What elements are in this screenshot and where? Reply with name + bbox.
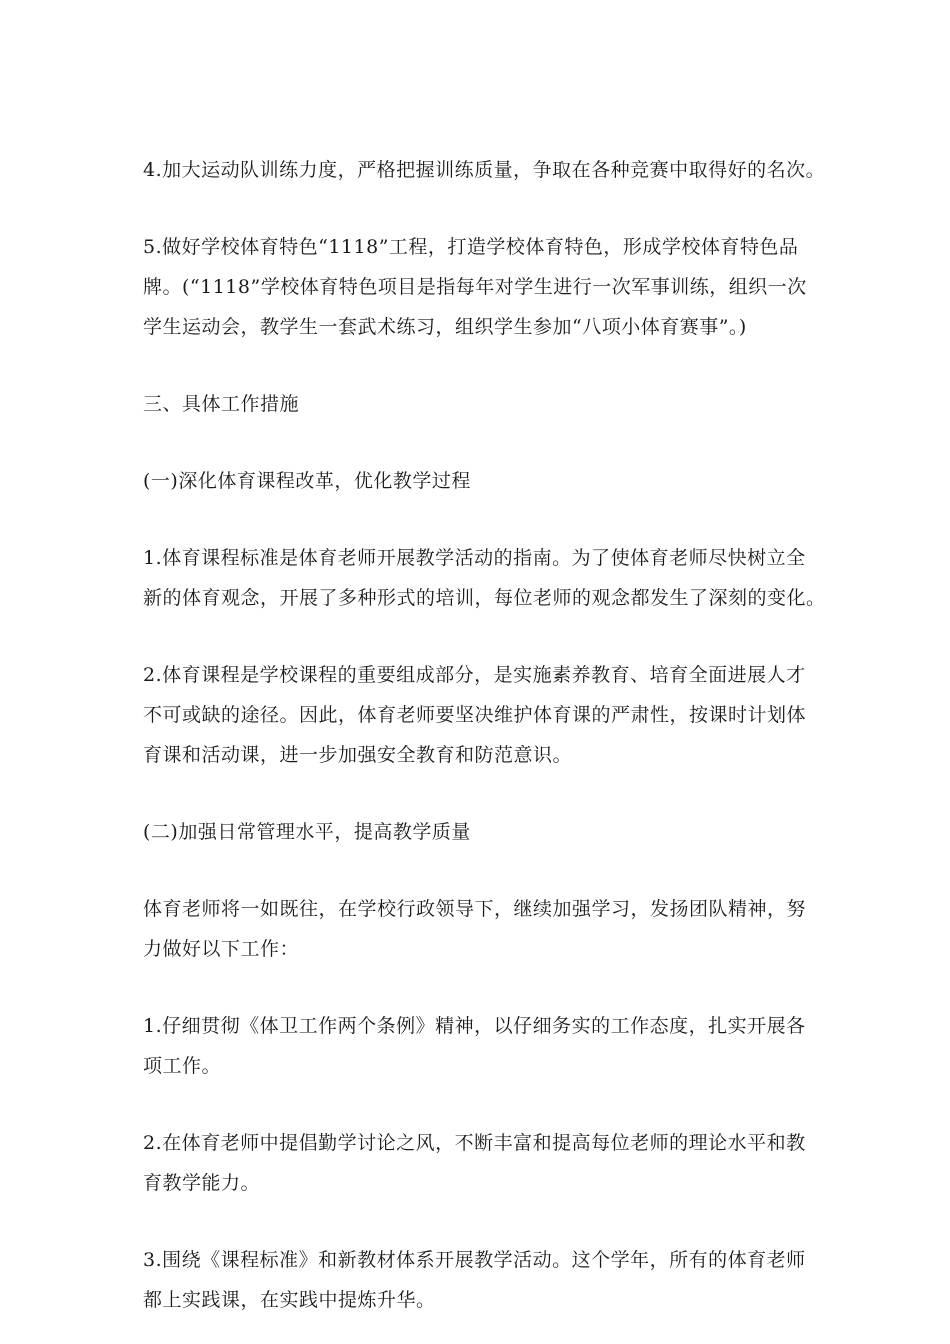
text-line: 力做好以下工作： [143, 938, 300, 960]
paragraph-measure-2-1 [143, 1006, 811, 1086]
text-line: 都上实践课，在实践中提炼升华。 [143, 1289, 436, 1311]
paragraph-goal-4 [143, 150, 826, 190]
text-line: 育教学能力。 [143, 1172, 261, 1194]
text-line: 体育老师将一如既往，在学校行政领导下，继续加强学习，发扬团队精神，努 [143, 898, 807, 920]
text-line: 2.在体育老师中提倡勤学讨论之风，不断丰富和提高每位老师的理论水平和教 [143, 1132, 806, 1154]
section-heading [143, 384, 811, 424]
text-line: 3.围绕《课程标准》和新教材体系开展教学活动。这个学年，所有的体育老师 [143, 1249, 806, 1271]
text-line: (一)深化体育课程改革，优化教学过程 [143, 470, 471, 492]
subsection-heading-1 [143, 461, 811, 501]
text-line: 2.体育课程是学校课程的重要组成部分，是实施素养教育、培育全面进展人才 [143, 664, 806, 686]
text-line: 学生运动会，教学生一套武术练习，组织学生参加“八项小体育赛事”。) [143, 316, 747, 338]
text-line: 不可或缺的途径。因此，体育老师要坚决维护体育课的严肃性，按课时计划体 [143, 704, 807, 726]
text-line: 1.体育课程标准是体育老师开展教学活动的指南。为了使体育老师尽快树立全 [143, 547, 806, 569]
text-line: 项工作。 [143, 1055, 222, 1077]
text-line: 育课和活动课，进一步加强安全教育和防范意识。 [143, 744, 573, 766]
text-line: (二)加强日常管理水平，提高教学质量 [143, 821, 471, 843]
paragraph-measure-2-2 [143, 1123, 811, 1203]
text-line: 5.做好学校体育特色“1118”工程，打造学校体育特色，形成学校体育特色品 [143, 236, 799, 258]
text-line: 新的体育观念，开展了多种形式的培训，每位老师的观念都发生了深刻的变化。 [143, 587, 826, 609]
text-line: 牌。(“1118”学校体育特色项目是指每年对学生进行一次军事训练，组织一次 [143, 276, 807, 298]
paragraph-goal-5 [143, 227, 811, 347]
document-page [143, 150, 826, 1320]
text-line: 4.加大运动队训练力度，严格把握训练质量，争取在各种竞赛中取得好的名次。 [143, 159, 826, 181]
paragraph-measure-1-1 [143, 538, 826, 618]
text-line: 1.仔细贯彻《体卫工作两个条例》精神，以仔细务实的工作态度，扎实开展各 [143, 1015, 806, 1037]
paragraph-measure-1-2 [143, 655, 811, 775]
paragraph-measure-2-3 [143, 1240, 811, 1320]
paragraph-intro-2 [143, 889, 811, 969]
subsection-heading-2 [143, 812, 811, 852]
text-line: 三、具体工作措施 [143, 393, 300, 415]
